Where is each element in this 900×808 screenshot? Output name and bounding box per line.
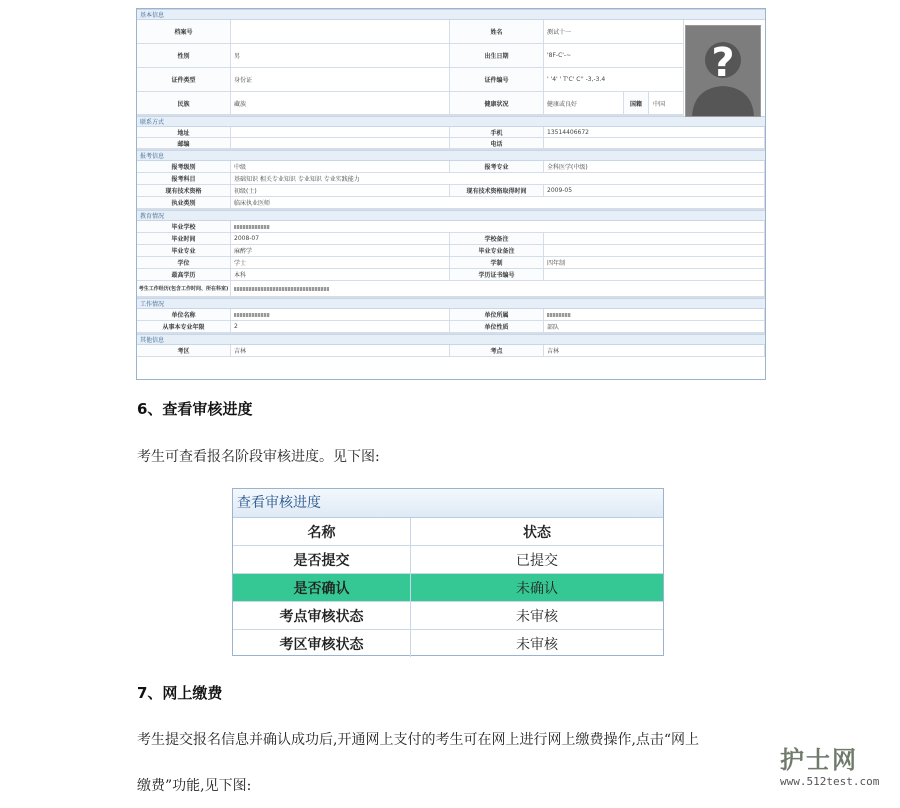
paragraph-view-progress: 考生可查看报名阶段审核进度。见下图:	[137, 449, 380, 465]
apply-grid: 报考级别 中级 报考专业 全科医学(中级) 报考科目 基础知识 相关专业知识 专业知识 专业实践能力 现有技术资格 初级(士) 现有技术资格取得时间 2009-05 执业类别 临床执业医师	[137, 161, 765, 210]
paragraph-online-payment-2: 缴费”功能,见下图:	[137, 778, 252, 794]
col-name-header: 名称	[233, 518, 411, 545]
svg-text:?: ?	[711, 40, 735, 86]
heading-view-progress: 6、查看审核进度	[137, 400, 253, 418]
avatar-placeholder	[685, 25, 761, 117]
paragraph-online-payment-1: 考生提交报名信息并确认成功后,开通网上支付的考生可在网上进行网上缴费操作,点击“网上	[137, 732, 700, 748]
table-row: 考点审核状态 未审核	[233, 602, 663, 630]
education-grid: 毕业学校 毕业时间 2008-07 学校备注 毕业专业 麻醉学 毕业专业备注 学位 学士 学制 四年制 最高学历 本科 学历证书编号 考生工作经历(包含工作时间、所在科室)	[137, 221, 765, 298]
table-row: 考区审核状态 未审核	[233, 630, 663, 657]
heading-online-payment: 7、网上缴费	[137, 684, 223, 702]
table-row-highlighted: 是否确认 未确认	[233, 574, 663, 602]
col-status-header: 状态	[523, 524, 551, 541]
other-grid: 考区 吉林 考点 吉林	[137, 345, 765, 357]
basic-grid: 档案号 姓名 测试十一 性别 男 出生日期 '8F-C'-~ 证件类型 身份证 证件编号 ' '4' ' T'C' C'' -3,-3.4 民族 藏族 健康状况 健康或良好 国籍 中国	[137, 20, 684, 116]
table-row: 是否提交 已提交	[233, 546, 663, 574]
table-header	[233, 518, 663, 546]
section-job: 工作情况	[137, 298, 765, 309]
site-watermark: 护士网 www.512test.com	[780, 746, 880, 788]
section-basic: 基本信息	[137, 9, 765, 20]
contact-grid: 地址 手机 13514406672 邮编 电话	[137, 127, 765, 150]
unknown-person-icon	[686, 26, 760, 116]
job-grid: 单位名称 单位所属 从事本专业年限 2 单位性质 部队	[137, 309, 765, 334]
section-contact: 联系方式	[137, 116, 765, 127]
section-education: 教育情况	[137, 210, 765, 221]
section-other: 其他信息	[137, 334, 765, 345]
registration-info-screenshot	[136, 8, 766, 380]
section-apply: 报考信息	[137, 150, 765, 161]
review-progress-panel	[232, 488, 664, 656]
review-progress-title: 查看审核进度	[233, 489, 663, 518]
